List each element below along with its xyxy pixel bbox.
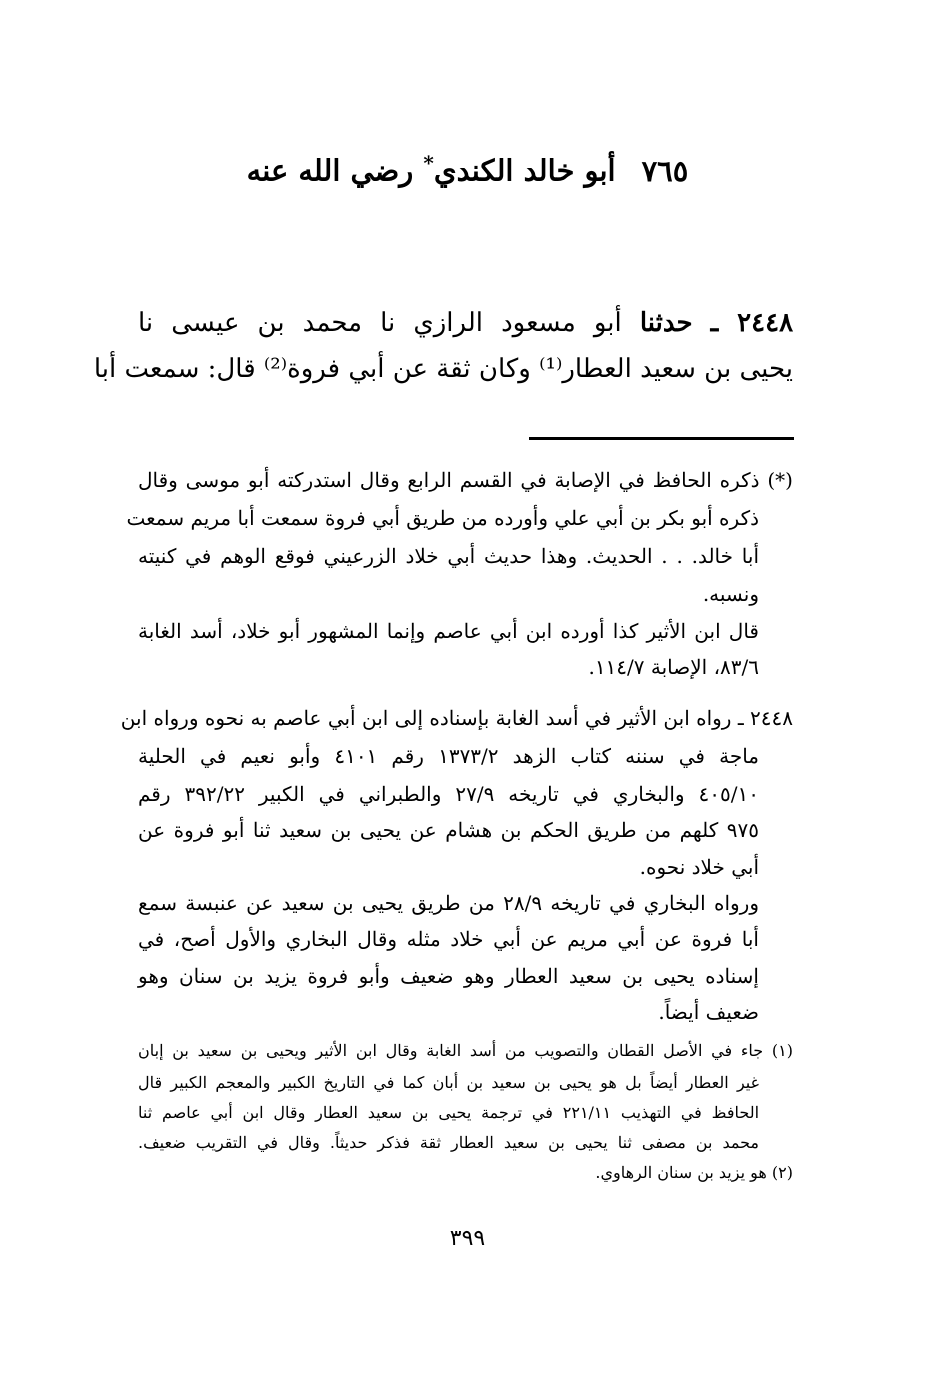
footnote-line: (١) جاء في الأصل القطان والتصويب من أسد الغابة وقال ابن الأثير ويحيى بن سعيد بن إبان [138,1041,793,1060]
note-line: ٩٧٥ كلهم من طريق الحكم بن هشام عن يحيى بن سعيد ثنا أبو فروة عن [138,818,759,842]
footnote-line: غير العطار أيضاً بل هو يحيى بن سعيد بن أبان كما في التاريخ الكبير والمعجم الكبير قال [138,1073,759,1092]
footnote-line: محمد بن مصفى ثنا يحيى بن سعيد العطار ثقة فذكر حديثاً. وقال في التقريب ضعيف. [138,1133,759,1152]
footnote-line: الحافظ في التهذيب ٢٢١/١١ في ترجمة يحيى بن سعيد العطار وقال ابن أبي عاصم ثنا [138,1103,760,1122]
note-line: ٢٤٤٨ ـ رواه ابن الأثير في أسد الغابة بإسناده إلى ابن أبي عاصم به نحوه ورواه ابن [120,706,793,730]
hadith-chain-start: أبو مسعود الرازي نا محمد بن عيسى نا [138,308,622,338]
hadith-keyword: حدثنا [639,308,693,338]
hadith-line-1 [138,310,793,336]
note-line: أبا فروة عن أبي مريم عن أبي خلاد مثله وقال البخاري والأول أصح، في [138,927,759,951]
entry-number: ٧٦٥ [641,153,689,188]
note-line: (*) ذكره الحافظ في الإصابة في القسم الرابع وقال استدركته أبو موسى وقال [138,468,793,492]
hadith-line-2: يحيى بن سعيد العطار⁽¹⁾ وكان ثقة عن أبي فروة⁽²⁾ قال: سمعت أبا [93,354,793,384]
note-line: قال ابن الأثير كذا أورده ابن أبي عاصم وإنما المشهور أبو خلاد، أسد الغابة [138,619,759,643]
page-number: ٣٩٩ [449,1226,486,1251]
note-line: أبا خالد. . . الحديث. وهذا حديث أبي خلاد الزرعيني فوقع الوهم في كنيته [138,544,759,568]
note-line: إسناده يحيى بن سعيد العطار وهو ضعيف وأبو فروة يزيد بن سنان وهو [138,964,759,988]
honorific: رضي الله عنه [246,153,414,188]
note-line: ونسبه. [702,582,759,606]
note-line: ذكره أبو بكر بن أبي علي وأورده من طريق أبي فروة سمعت أبا مريم سمعت [126,506,759,530]
companion-name: أبو خالد الكندي [433,153,616,188]
note-line: ضعيف أيضاً. [658,1000,759,1024]
note-line: ماجة في سننه كتاب الزهد ١٣٧٣/٢ رقم ٤١٠١ وأبو نعيم في الحلية [138,744,760,768]
biography-heading [0,150,935,190]
note-line: ورواه البخاري في تاريخه ٢٨/٩ من طريق يحيى بن سعيد عن عنبسة سمع [138,891,759,915]
footnote-separator [529,437,794,440]
footnote-line: (٢) هو يزيد بن سنان الرهاوي. [595,1163,793,1182]
footnote-marker: * [423,151,434,175]
hadith-number: ٢٤٤٨ ـ [710,308,794,338]
note-line: ٤٠٥/١٠ والبخاري في تاريخه ٢٧/٩ والطبراني في الكبير ٣٩٢/٢٢ رقم [138,782,759,806]
note-line: ٨٣/٦، الإصابة ١١٤/٧. [588,655,759,679]
note-line: أبي خلاد نحوه. [639,855,759,879]
